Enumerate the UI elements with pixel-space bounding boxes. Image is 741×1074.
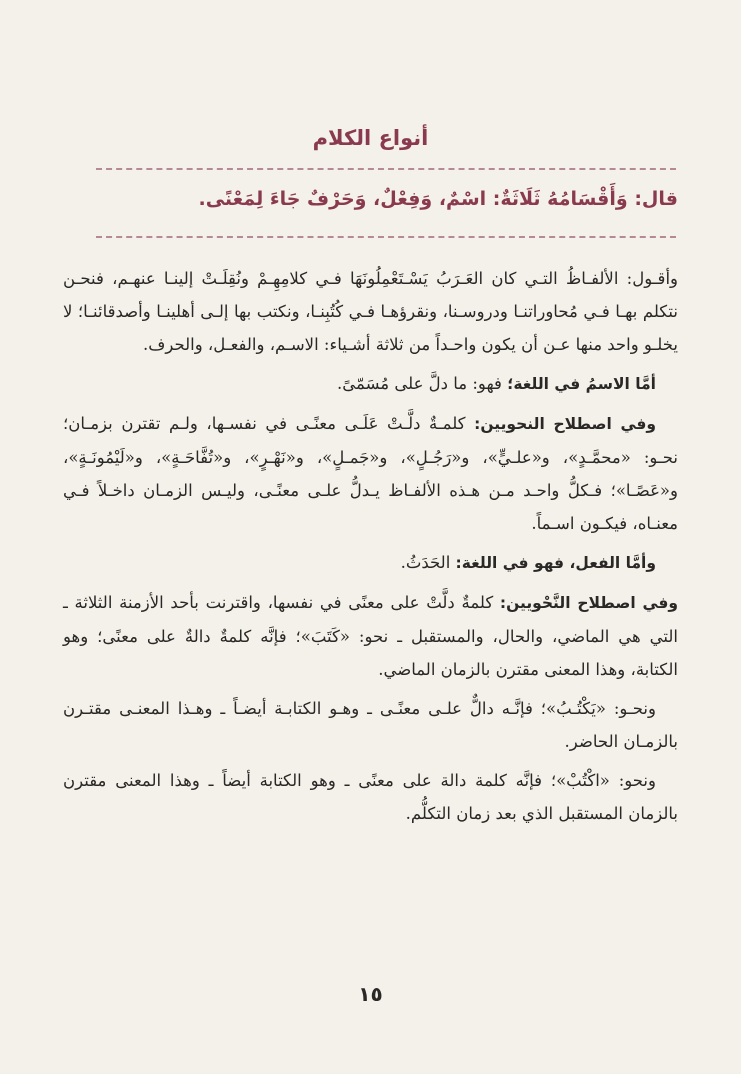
matn-text: وَأَقْسَامُهُ ثَلَاثَةٌ: اسْمٌ، وَفِعْلٌ، وَحَرْفٌ جَاءَ لِمَعْنًى. xyxy=(198,188,628,210)
matn-lead: قال: xyxy=(634,188,678,210)
paragraph xyxy=(63,546,678,580)
paragraph-text: ونحو: «اكْتُبْ»؛ فإنَّه كلمة دالة على معنًى ـ وهو الكتابة أيضاً ـ وهذا المعنى مقترن بالزمان المستقبل الذي بعد زمان التكلُّم. xyxy=(63,771,678,823)
paragraph-text: كلمةٌ دلَّتْ على معنًى في نفسها، واقترنت بأحد الأزمنة الثلاثة ـ التي هي الماضي، والحال، والمستقبل ـ نحو: «كَتَبَ»؛ فإنَّه كلمةٌ دالةٌ على معنًى؛ وهو الكتابة، وهذا المعنى مقترن بالزمان الماضي. xyxy=(63,593,678,679)
commentary-body xyxy=(63,262,678,836)
matn-line xyxy=(68,188,678,210)
paragraph xyxy=(63,262,678,361)
paragraph xyxy=(63,586,678,686)
paragraph-lead: وأمَّا الفعل، فهو في اللغة: xyxy=(455,554,656,572)
paragraph-lead: وفي اصطلاح النحويين: xyxy=(474,415,657,433)
paragraph-text: فهو: ما دلَّ على مُسَمّىً. xyxy=(337,374,508,393)
paragraph xyxy=(63,764,678,830)
top-divider xyxy=(96,168,676,170)
paragraph-text: وأقـول: الألفـاظُ التـي كان العَـرَبُ يَسْـتَعْمِلُونَهَا فـي كلامِهِـمْ ونُقِلَـتْ إلينـا عنهـم، فنحـن نتكلم بهـا فـي مُحاوراتنـا ودروسـنا، ونقرؤهـا فـي كُتُبِنـا، ونكتب بها إلـى أهلينـا وأصدقائنـا؛ لا يخلـو واحد منها عـن أن يكون واحـداً من ثلاثة أشـياء: الاسـم، والفعـل، والحرف. xyxy=(63,269,678,354)
paragraph xyxy=(63,692,678,758)
paragraph-lead: أمَّا الاسمُ في اللغة؛ xyxy=(507,375,656,393)
bottom-divider xyxy=(96,236,676,238)
section-heading: أنواع الكلام xyxy=(312,126,429,150)
paragraph xyxy=(63,407,678,540)
paragraph xyxy=(63,367,678,401)
paragraph-lead: وفي اصطلاح النَّحْويين: xyxy=(499,594,678,612)
paragraph-text: الحَدَثُ. xyxy=(400,553,456,572)
paragraph-text: كلمـةٌ دلَّـتْ عَلَـى معنًـى في نفسـها، ولـم تقترن بزمـان؛ نحـو: «محمَّـدٍ»، و«علـيٍّ»، و«رَجُـلٍ»، و«جَمـلٍ»، و«نَهْـرٍ»، و«تُفَّاحَـةٍ»، و«لَيْمُونَـةٍ»، و«عَصًـا»؛ فـكلُّ واحـد مـن هـذه الألفـاظ يـدلُّ علـى معنًـى، وليـس الزمـان داخـلاً فـي معنـاه، فيكـون اسـماً. xyxy=(63,414,678,533)
paragraph-text: ونحـو: «يَكْتُـبُ»؛ فإنَّـه دالٌّ علـى معنًـى ـ وهـو الكتابـة أيضـاً ـ وهـذا المعنـى مقتـرن بالزمـان الحاضر. xyxy=(63,699,678,751)
page-number: ١٥ xyxy=(358,982,383,1006)
